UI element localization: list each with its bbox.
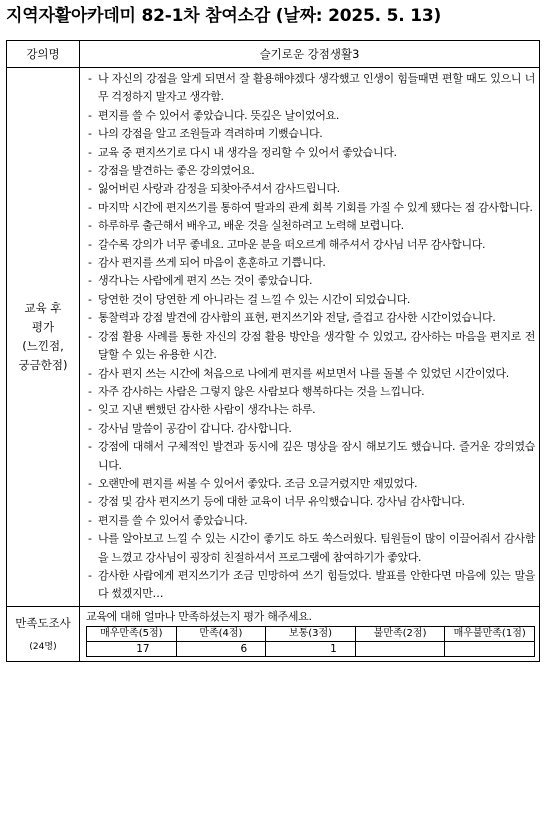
rating-count: 6	[176, 641, 266, 656]
comment-item: - 당연한 것이 당연한 게 아니라는 걸 느낄 수 있는 시간이 되었습니다.	[86, 291, 535, 309]
evaluation-label-line: 평가	[31, 319, 55, 334]
rating-values-row	[87, 641, 535, 656]
rating-table	[86, 626, 535, 657]
respondent-count: (24명)	[29, 641, 57, 652]
rating-labels-row	[87, 626, 535, 641]
rating-label: 보통(3점)	[266, 626, 356, 641]
comment-item: - 잃어버린 사랑과 감정을 되찾아주셔서 감사드립니다.	[86, 180, 535, 198]
comment-item: - 생각나는 사람에게 편지 쓰는 것이 좋았습니다.	[86, 272, 535, 290]
evaluation-label-line: (느낀점,	[22, 338, 64, 353]
comment-item: - 마지막 시간에 편지쓰기를 통하여 딸과의 관계 회복 기회를 가질 수 있게 됐다는 점 감사합니다.	[86, 199, 535, 217]
rating-label: 매우불만족(1점)	[445, 626, 535, 641]
page-title: 지역자활아카데미 82-1차 참여소감 (날짜: 2025. 5. 13)	[6, 6, 442, 26]
satisfaction-survey	[80, 606, 540, 661]
comment-item: - 강점에 대해서 구체적인 발견과 동시에 깊은 명상을 잠시 해보기도 했습니다. 즐거운 강의였습니다.	[86, 438, 535, 475]
evaluation-label	[7, 68, 80, 607]
evaluation-label-line: 궁금한점)	[18, 357, 68, 372]
satisfaction-title: 만족도조사	[15, 615, 71, 630]
rating-count	[355, 641, 445, 656]
satisfaction-question: 교육에 대해 얼마나 만족하셨는지 평가 해주세요.	[86, 609, 312, 623]
comment-item: - 하루하루 출근해서 배우고, 배운 것을 실천하려고 노력해 보렵니다.	[86, 217, 535, 235]
comment-item: - 갈수록 강의가 너무 좋네요. 고마운 분을 떠오르게 해주셔서 강사님 너무 감사합니다.	[86, 236, 535, 254]
course-name: 슬기로운 강점생활3	[80, 41, 540, 68]
evaluation-row	[7, 68, 540, 607]
rating-count	[445, 641, 535, 656]
comment-item: - 감사 편지 쓰는 시간에 처음으로 나에게 편지를 써보면서 나를 돌볼 수 있었던 시간이었다.	[86, 365, 535, 383]
rating-label: 만족(4점)	[176, 626, 266, 641]
rating-label: 매우만족(5점)	[87, 626, 177, 641]
satisfaction-row	[7, 606, 540, 661]
course-row	[7, 41, 540, 68]
comment-item: - 감사 편지를 쓰게 되어 마음이 훈훈하고 기쁩니다.	[86, 254, 535, 272]
comment-item: - 나의 강점을 알고 조원들과 격려하며 기뻤습니다.	[86, 125, 535, 143]
comment-item: - 나 자신의 강점을 알게 되면서 잘 활용해야겠다 생각했고 인생이 힘들때면 편할 때도 있으니 너무 걱정하지 말자고 생각함.	[86, 70, 535, 107]
comment-item: - 잊고 지낸 뻔했던 감사한 사람이 생각나는 하루.	[86, 401, 535, 419]
comment-item: - 오랜만에 편지를 써볼 수 있어서 좋았다. 조금 오글거렸지만 재밌었다.	[86, 475, 535, 493]
comment-item: - 감사한 사람에게 편지쓰기가 조금 민망하여 쓰기 힘들었다. 발표를 안한다면 마음에 있는 말을 다 썼겠지만…	[86, 567, 535, 604]
rating-count: 1	[266, 641, 356, 656]
comment-item: - 강점 및 감사 편지쓰기 등에 대한 교육이 너무 유익했습니다. 강사님 감사합니다.	[86, 493, 535, 511]
comment-item: - 나를 알아보고 느낄 수 있는 시간이 좋기도 하도 쑥스러웠다. 팀원들이 많이 이끌어줘서 감사함을 느꼈고 강사님이 굉장히 친절하셔서 프로그램에 참여하기가 좋았다.	[86, 530, 535, 567]
comment-item: - 통찰력과 강점 발견에 감사함의 표현, 편지쓰기와 전달, 즐겁고 감사한 시간이었습니다.	[86, 309, 535, 327]
rating-count: 17	[87, 641, 177, 656]
feedback-table	[6, 40, 540, 662]
evaluation-label-line: 교육 후	[24, 300, 62, 315]
course-name-label: 강의명	[7, 41, 80, 68]
evaluation-comments	[80, 68, 540, 607]
satisfaction-label	[7, 606, 80, 661]
comment-item: - 강점 활용 사례를 통한 자신의 강점 활용 방안을 생각할 수 있었고, 감사하는 마음을 편지로 전달할 수 있는 유용한 시간.	[86, 328, 535, 365]
comment-item: - 편지를 쓸 수 있어서 좋았습니다.	[86, 512, 535, 530]
rating-label: 불만족(2점)	[355, 626, 445, 641]
comment-item: - 교육 중 편지쓰기로 다시 내 생각을 정리할 수 있어서 좋았습니다.	[86, 144, 535, 162]
comment-item: - 자주 감사하는 사람은 그렇지 않은 사람보다 행복하다는 것을 느낍니다.	[86, 383, 535, 401]
comment-list	[86, 70, 535, 604]
comment-item: - 강점을 발견하는 좋은 강의였어요.	[86, 162, 535, 180]
comment-item: - 강사님 말씀이 공감이 갑니다. 감사합니다.	[86, 420, 535, 438]
comment-item: - 편지를 쓸 수 있어서 좋았습니다. 뜻깊은 날이었어요.	[86, 107, 535, 125]
